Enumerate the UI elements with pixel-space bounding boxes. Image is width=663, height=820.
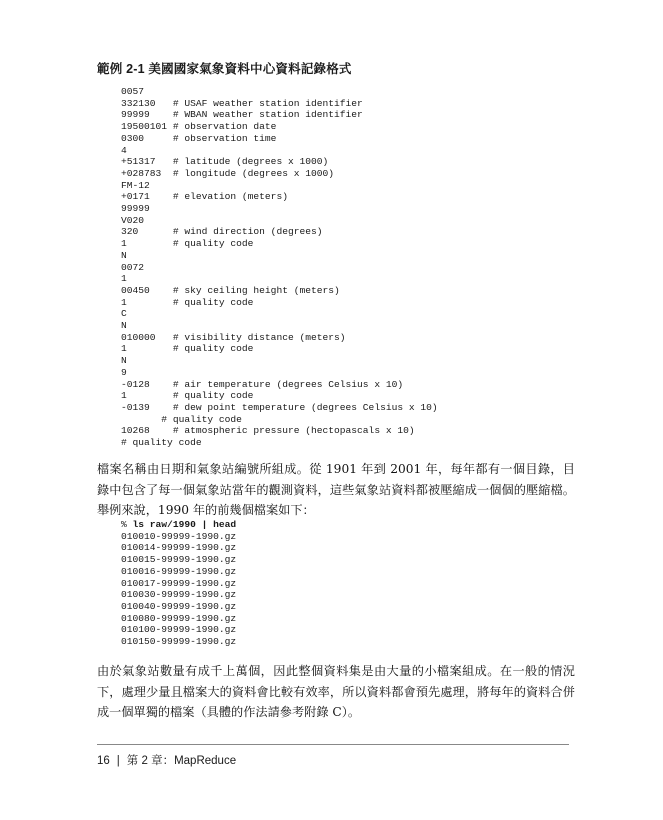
listing-file: 010080-99999-1990.gz — [121, 612, 237, 624]
page-footer — [97, 752, 236, 768]
record-line: 1 — [121, 273, 127, 285]
file-list — [121, 531, 236, 647]
record-line: 00450 # sky ceiling height (meters) — [121, 284, 340, 296]
footer-divider — [97, 744, 569, 745]
record-format-code-block — [121, 86, 438, 449]
listing-file: 010030-99999-1990.gz — [121, 589, 237, 601]
record-line: 332130 # USAF weather station identifier — [121, 97, 363, 109]
record-line: 1 # quality code — [121, 343, 254, 355]
listing-file: 010017-99999-1990.gz — [121, 577, 237, 589]
listing-file: 010150-99999-1990.gz — [121, 636, 237, 648]
record-line: +028783 # longitude (degrees x 1000) — [121, 167, 335, 179]
record-line: 0300 # observation time — [121, 132, 277, 144]
body-paragraph-small-files: 由於氣象站數量有成千上萬個，因此整個資料集是由大量的小檔案組成。在一般的情況下，處理少量且檔案大的資料會比較有效率，所以資料都會預先處理，將每年的資料合併成一個單獨的檔案（具體的作法請參考附錄 C）。 — [97, 664, 575, 719]
record-line: N — [121, 249, 127, 261]
record-line: V020 — [121, 214, 145, 226]
record-line: 10268 # atmospheric pressure (hectopascals x 10) — [121, 425, 415, 437]
footer-separator: | — [116, 755, 120, 767]
body-paragraph-file-naming: 檔案名稱由日期和氣象站編號所組成。從 1901 年到 2001 年，每年都有一個目錄，目錄中包含了每一個氣象站當年的觀測資料，這些氣象站資料都被壓縮成一個個的壓縮檔。舉例來說，1990 年的前幾個檔案如下： — [97, 462, 575, 517]
record-line: 19500101 # observation date — [121, 121, 277, 133]
record-line: # quality code — [121, 437, 202, 449]
page-number: 16 — [97, 755, 110, 767]
record-line: # quality code — [121, 413, 242, 425]
listing-file: 010010-99999-1990.gz — [121, 530, 237, 542]
record-line: +51317 # latitude (degrees x 1000) — [121, 156, 329, 168]
record-line: 1 # quality code — [121, 296, 254, 308]
listing-file: 010015-99999-1990.gz — [121, 554, 237, 566]
record-line: 320 # wind direction (degrees) — [121, 226, 323, 238]
shell-command: ls raw/1990 | head — [132, 519, 237, 530]
record-line: -0139 # dew point temperature (degrees Celsius x 10) — [121, 401, 438, 413]
record-line: N — [121, 355, 127, 367]
shell-prompt: % — [121, 519, 133, 530]
record-line: -0128 # air temperature (degrees Celsius x 10) — [121, 378, 404, 390]
listing-file: 010040-99999-1990.gz — [121, 600, 237, 612]
record-line: 9 — [121, 366, 127, 378]
record-line: C — [121, 308, 127, 320]
record-line: 4 — [121, 144, 127, 156]
record-line: 1 # quality code — [121, 238, 254, 250]
record-line: 010000 # visibility distance (meters) — [121, 331, 346, 343]
listing-file: 010014-99999-1990.gz — [121, 542, 237, 554]
record-line: +0171 # elevation (meters) — [121, 191, 288, 203]
listing-file: 010016-99999-1990.gz — [121, 565, 237, 577]
record-line: 1 # quality code — [121, 390, 254, 402]
record-line: 0057 — [121, 86, 145, 97]
record-line: N — [121, 320, 127, 332]
record-line: 99999 # WBAN weather station identifier — [121, 109, 363, 121]
record-line: 0072 — [121, 261, 145, 273]
record-line: 99999 — [121, 203, 150, 215]
chapter-label: 第 2 章：MapReduce — [126, 755, 237, 767]
directory-listing-code-block — [121, 519, 236, 648]
listing-file: 010100-99999-1990.gz — [121, 624, 237, 636]
record-line: FM-12 — [121, 179, 150, 191]
example-title: 範例 2-1 美國國家氣象資料中心資料記錄格式 — [97, 62, 352, 76]
